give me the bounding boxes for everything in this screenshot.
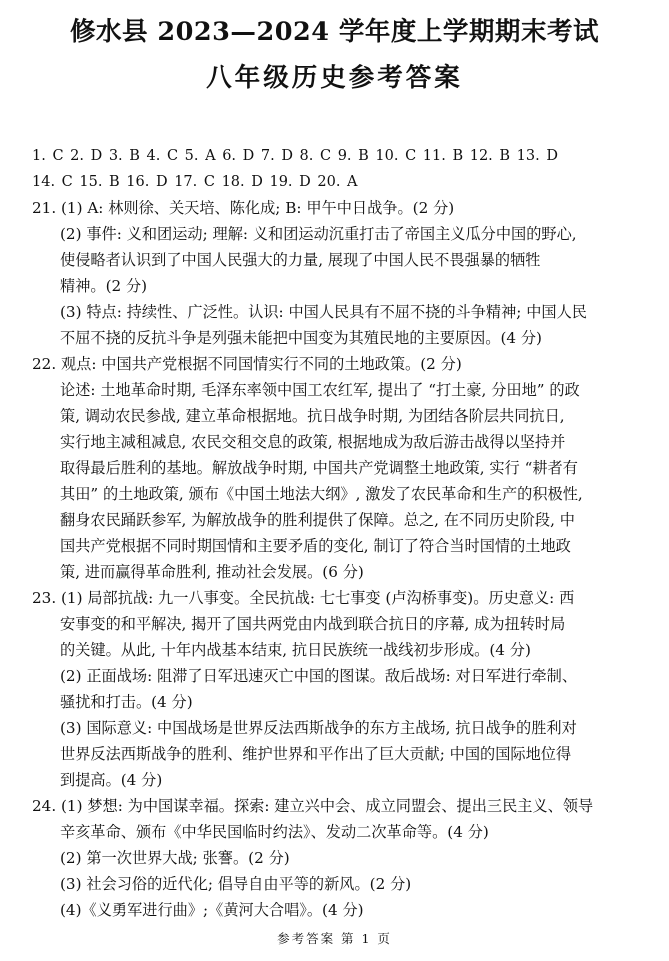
q24-part1: 24. (1) 梦想: 为中国谋幸福。探索: 建立兴中会、成立同盟会、提出三民主义、领导	[32, 797, 594, 815]
q23-part1: 23. (1) 局部抗战: 九一八事变。全民抗战: 七七事变 (卢沟桥事变)。历史意义: 西	[32, 589, 575, 607]
q23-part3: (3) 国际意义: 中国战场是世界反法西斯战争的东方主战场, 抗日战争的胜利对	[60, 719, 577, 737]
q23-part2: (2) 正面战场: 阻滞了日军迅速灭亡中国的图谋。敌后战场: 对日军进行牵制、	[60, 667, 578, 685]
q23-part1-cont: 的关键。从此, 十年内战基本结束, 抗日民族统一战线初步形成。(4 分)	[60, 641, 531, 659]
q21-part3-cont: 不屈不挠的反抗斗争是列强未能把中国变为其殖民地的主要原因。(4 分)	[60, 329, 542, 347]
q22-argument-cont: 策, 调动农民参战, 建立革命根据地。抗日战争时期, 为团结各阶层共同抗日,	[60, 407, 565, 425]
q21-part1: 21. (1) A: 林则徐、关天培、陈化成; B: 甲午中日战争。(2 分)	[32, 199, 455, 217]
q24-part2: (2) 第一次世界大战; 张謇。(2 分)	[60, 849, 290, 867]
q21-part2-cont: 精神。(2 分)	[60, 277, 148, 295]
q22-argument-cont: 翻身农民踊跃参军, 为解放战争的胜利提供了保障。总之, 在不同历史阶段, 中	[60, 511, 575, 529]
page-footer: 参考答案 第 1 页	[277, 931, 392, 946]
q22-argument: 论述: 土地革命时期, 毛泽东率领中国工农红军, 提出了 “打土豪, 分田地” 的政	[60, 381, 580, 399]
q22-argument-cont: 取得最后胜利的基地。解放战争时期, 中国共产党调整土地政策, 实行 “耕者有	[60, 459, 578, 477]
exam-title: 修水县 2023—2024 学年度上学期期末考试	[69, 17, 599, 47]
q22-argument-cont: 其田” 的土地政策, 颁布《中国土地法大纲》, 激发了农民革命和生产的积极性,	[60, 485, 583, 503]
q22-argument-cont: 策, 进而赢得革命胜利, 推动社会发展。(6 分)	[60, 563, 364, 581]
q22-argument-cont: 实行地主减租减息, 农民交租交息的政策, 根据地成为敌后游击战得以坚持并	[60, 433, 566, 451]
q22-viewpoint: 22. 观点: 中国共产党根据不同国情实行不同的土地政策。(2 分)	[32, 355, 462, 373]
q21-part3: (3) 特点: 持续性、广泛性。认识: 中国人民具有不屈不挠的斗争精神; 中国人民	[60, 303, 587, 321]
q23-part3-cont: 到提高。(4 分)	[60, 771, 163, 789]
q21-part2: (2) 事件: 义和团运动; 理解: 义和团运动沉重打击了帝国主义瓜分中国的野心,	[60, 225, 577, 243]
q23-part2-cont: 骚扰和打击。(4 分)	[60, 693, 193, 711]
q21-part2-cont: 使侵略者认识到了中国人民强大的力量, 展现了中国人民不畏强暴的牺牲	[60, 251, 541, 269]
q24-part4: (4)《义勇军进行曲》;《黄河大合唱》。(4 分)	[60, 901, 364, 919]
q24-part3: (3) 社会习俗的近代化; 倡导自由平等的新风。(2 分)	[60, 875, 412, 893]
q24-part1-cont: 辛亥革命、颁布《中华民国临时约法》、发动二次革命等。(4 分)	[60, 823, 489, 841]
choice-answers-line-1: 1. C 2. D 3. B 4. C 5. A 6. D 7. D 8. C 9. B 10. C 11. B 12. B 13. D	[32, 148, 558, 164]
q22-argument-cont: 国共产党根据不同时期国情和主要矛盾的变化, 制订了符合当时国情的土地政	[60, 537, 571, 555]
choice-answers-line-2: 14. C 15. B 16. D 17. C 18. D 19. D 20. A	[32, 174, 358, 190]
answer-key-subtitle: 八年级历史参考答案	[206, 63, 463, 93]
q23-part1-cont: 安事变的和平解决, 揭开了国共两党由内战到联合抗日的序幕, 成为扭转时局	[60, 615, 566, 633]
q23-part3-cont: 世界反法西斯战争的胜利、维护世界和平作出了巨大贡献; 中国的国际地位得	[60, 745, 572, 763]
